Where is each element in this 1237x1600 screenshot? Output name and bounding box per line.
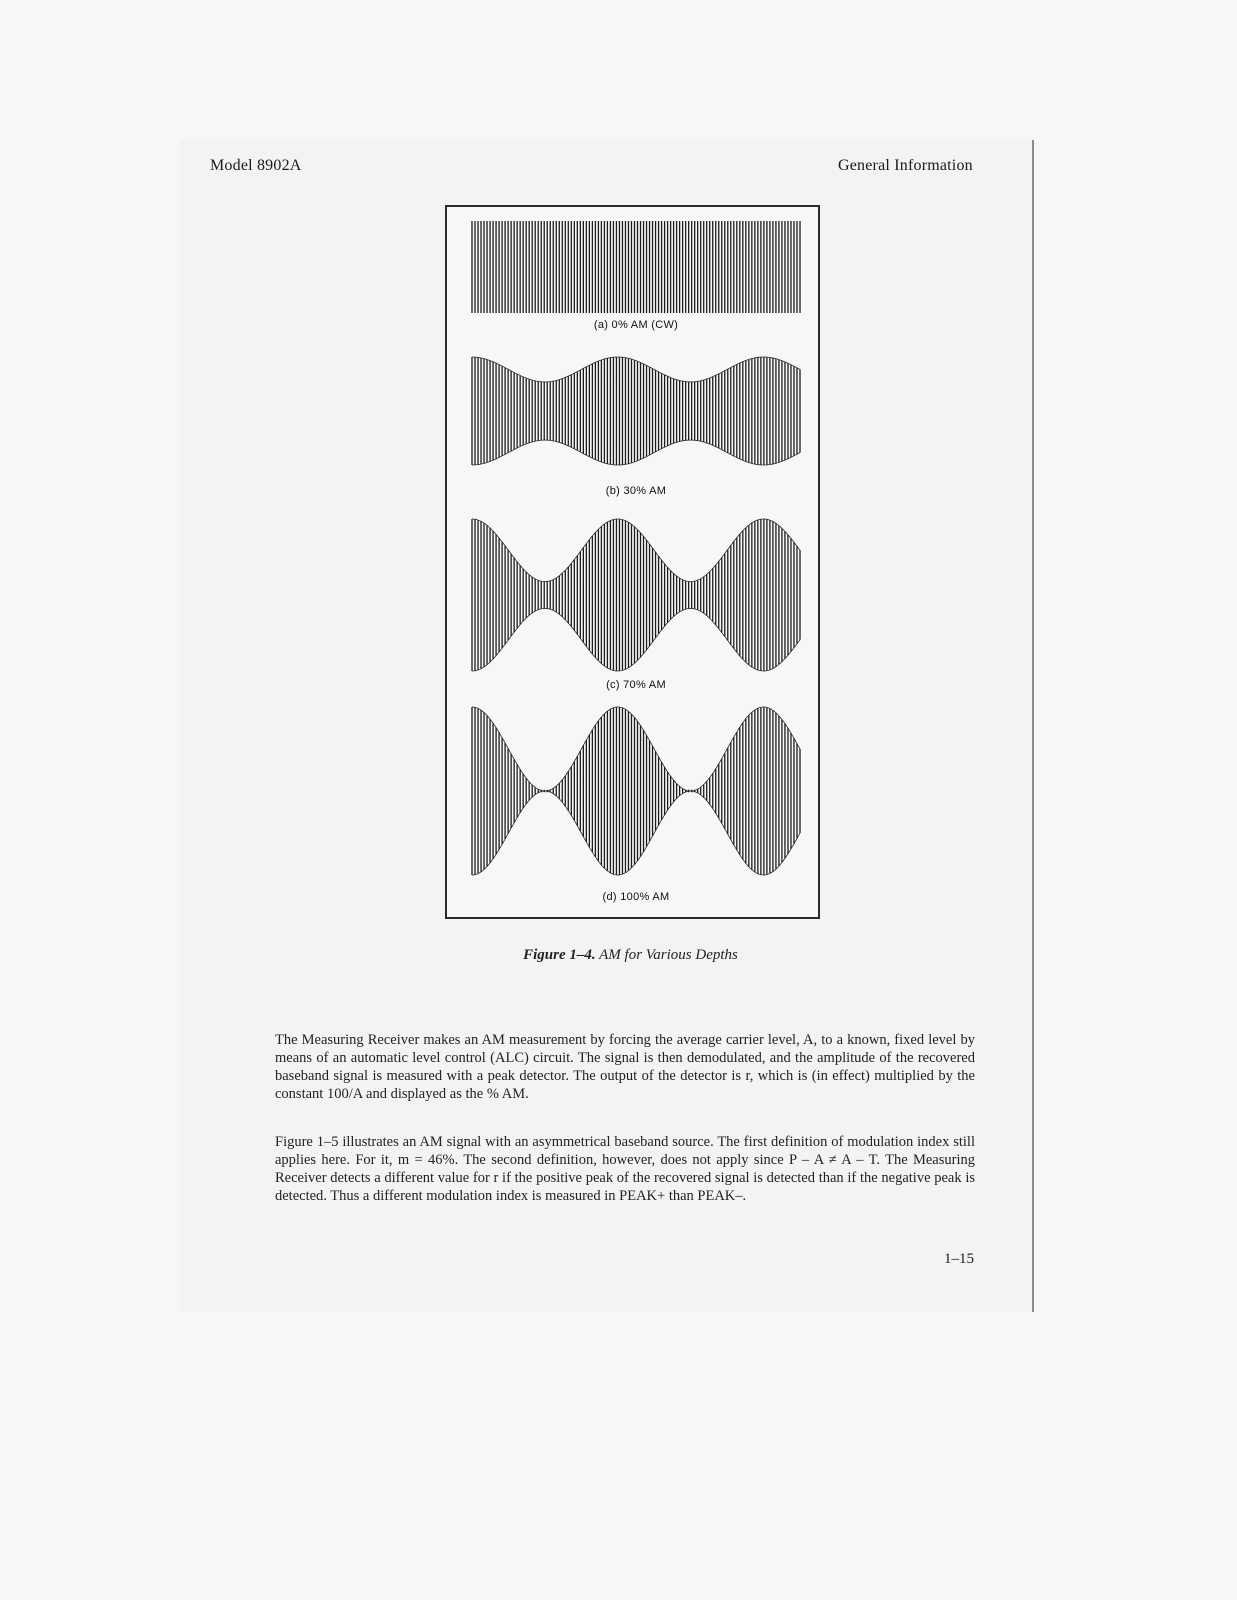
page-number: 1–15 bbox=[944, 1251, 974, 1267]
waveform-0-percent bbox=[470, 219, 802, 315]
envelope-lower bbox=[472, 608, 800, 671]
header-model: Model 8902A bbox=[210, 157, 302, 174]
waveform-70-percent bbox=[470, 517, 802, 673]
paragraph-asymmetrical-baseband: Figure 1–5 illustrates an AM signal with an asymmetrical baseband source. The first definition of modulation index still applies here. For it, m = 46%. The second definition, however, does not apply since P – A ≠ A – T. The Measuring Receiver detects a different value for r if the positive peak of the recovered signal is detected than if the negative peak is detected. Thus a different modulation index is measured in PEAK+ than PEAK–. bbox=[275, 1134, 975, 1204]
am-figure-frame bbox=[445, 205, 820, 919]
envelope-lower bbox=[472, 440, 800, 465]
panel-label-a: (a) 0% AM (CW) bbox=[593, 319, 679, 331]
envelope-upper bbox=[472, 707, 800, 791]
panel-label-d: (d) 100% AM bbox=[602, 891, 670, 903]
panel-70-percent-am bbox=[470, 517, 802, 691]
figure-caption bbox=[445, 947, 816, 964]
panel-100-percent-am bbox=[470, 705, 802, 903]
envelope-upper bbox=[472, 519, 800, 582]
carrier-lines bbox=[472, 707, 800, 875]
header-section: General Information bbox=[838, 157, 973, 174]
carrier-lines bbox=[472, 221, 800, 313]
panel-0-percent-am bbox=[470, 219, 802, 331]
carrier-lines bbox=[472, 357, 800, 465]
panel-label-b: (b) 30% AM bbox=[605, 485, 667, 497]
figure-caption-number: Figure 1–4. bbox=[523, 947, 596, 963]
waveform-30-percent bbox=[470, 355, 802, 467]
waveform-100-percent bbox=[470, 705, 802, 877]
panel-30-percent-am bbox=[470, 355, 802, 497]
paragraph-am-measurement: The Measuring Receiver makes an AM measurement by forcing the average carrier level, A, to a known, fixed level by means of an automatic level control (ALC) circuit. The signal is then demodulated, and the amplitude of the recovered baseband signal is measured with a peak detector. The output of the detector is r, which is (in effect) multiplied by the constant 100/A and displayed as the % AM. bbox=[275, 1032, 975, 1102]
carrier-lines bbox=[472, 519, 800, 671]
envelope-lower bbox=[472, 791, 800, 875]
panel-label-c: (c) 70% AM bbox=[606, 679, 666, 691]
figure-caption-text: AM for Various Depths bbox=[599, 947, 738, 963]
envelope-upper bbox=[472, 357, 800, 382]
